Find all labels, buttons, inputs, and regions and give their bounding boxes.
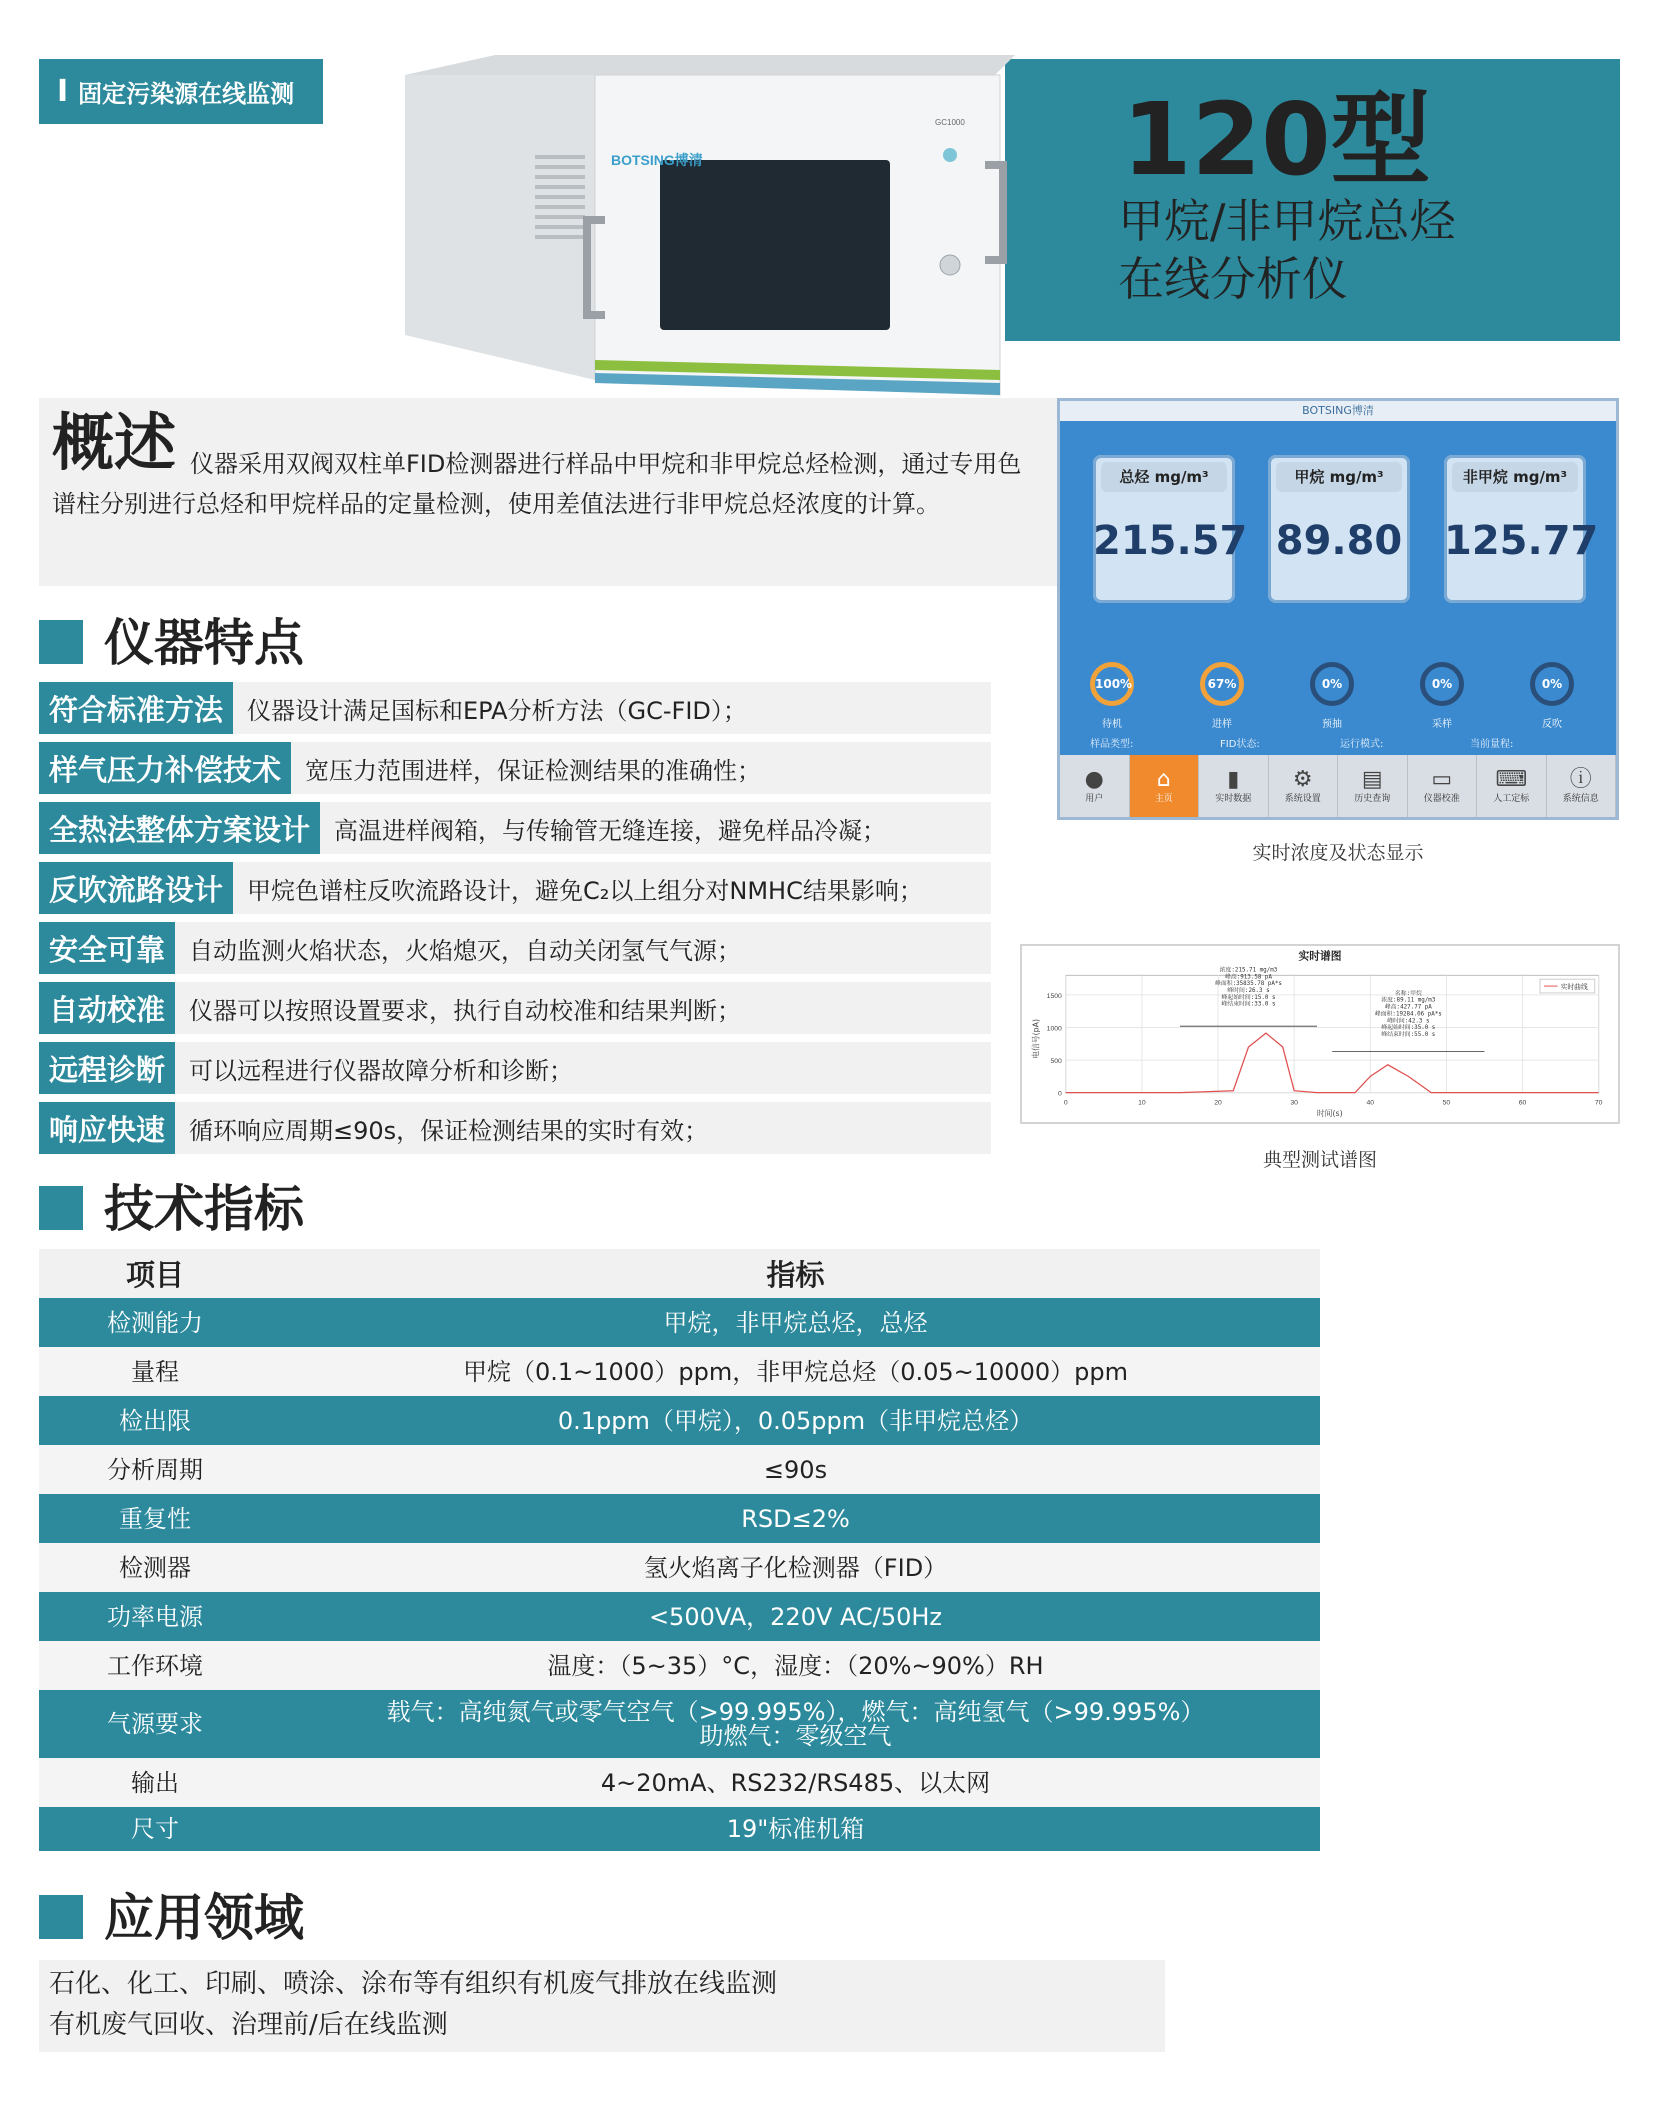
- x-tick-label: 40: [1366, 1099, 1375, 1107]
- spec-value: 甲烷，非甲烷总烃，总烃: [271, 1298, 1320, 1347]
- device-model-label: GC1000: [935, 118, 965, 127]
- nav-label: 历史查询: [1354, 793, 1391, 804]
- gauge-label: 预抽: [1322, 719, 1342, 730]
- progress-gauge: 67%: [1200, 662, 1244, 706]
- x-tick-label: 70: [1594, 1099, 1603, 1107]
- nav-item[interactable]: [1060, 755, 1130, 817]
- feature-row: [39, 1042, 991, 1094]
- peak1-info: 峰面积:35835.78 pA*s: [1214, 981, 1282, 988]
- spec-row: [39, 1494, 1320, 1543]
- gear-icon: ⚙: [1292, 766, 1313, 792]
- y-axis-label: 电信号(pA): [1031, 1018, 1041, 1059]
- spec-row: [39, 1641, 1320, 1690]
- spec-table: [39, 1249, 1320, 1851]
- progress-gauge: 0%: [1310, 662, 1354, 706]
- spec-value: RSD≤2%: [271, 1494, 1320, 1543]
- peak2-info: 名称:甲烷: [1394, 990, 1422, 997]
- spec-value: 0.1ppm（甲烷），0.05ppm（非甲烷总烃）: [271, 1396, 1320, 1445]
- spec-value: 氢火焰离子化检测器（FID）: [271, 1543, 1320, 1592]
- gauge-label: 采样: [1432, 719, 1452, 730]
- spec-value: <500VA，220V AC/50Hz: [271, 1592, 1320, 1641]
- monitor-icon: ▭: [1431, 766, 1453, 792]
- screen-info-row: [1060, 735, 1616, 753]
- x-tick-label: 30: [1290, 1099, 1298, 1107]
- chart-title: 实时谱图: [1298, 949, 1342, 963]
- peak2-info: 峰面积:19284.06 pA*s: [1374, 1011, 1442, 1018]
- nav-item[interactable]: [1130, 755, 1200, 817]
- info-icon: ⓘ: [1569, 766, 1592, 792]
- nav-label: 主页: [1154, 793, 1173, 804]
- feature-description: 宽压力范围进样，保证检测结果的准确性；: [305, 756, 762, 785]
- peak1-info: 浓度:215.71 mg/m3: [1219, 967, 1278, 974]
- concentration-label: 非甲烷 mg/m³: [1452, 462, 1578, 492]
- peak2-info: 峰起始时间:35.0 s: [1381, 1025, 1436, 1032]
- screen-caption: 实时浓度及状态显示: [1252, 842, 1424, 864]
- chromatogram-chart: [1020, 944, 1620, 1124]
- spec-row: [39, 1807, 1320, 1851]
- peak2-info: 峰结束时间:55.0 s: [1381, 1031, 1436, 1038]
- concentration-value: 89.80: [1275, 518, 1403, 564]
- gauge-label: 进样: [1212, 719, 1232, 730]
- x-axis-label: 时间(s): [1316, 1109, 1343, 1119]
- feature-row: [39, 922, 991, 974]
- feature-label: 全热法整体方案设计: [39, 802, 320, 854]
- home-icon: ⌂: [1156, 766, 1171, 792]
- feature-row: [39, 862, 991, 914]
- feature-label: 安全可靠: [39, 922, 175, 974]
- nav-item[interactable]: [1547, 755, 1617, 817]
- features-title: 仪器特点: [104, 614, 304, 672]
- nav-label: 系统设置: [1284, 793, 1321, 804]
- concentration-value: 125.77: [1444, 518, 1599, 564]
- spec-item: 量程: [39, 1347, 271, 1396]
- spec-item: 功率电源: [39, 1592, 271, 1641]
- spec-value: ≤90s: [271, 1445, 1320, 1494]
- product-name-line1: 甲烷/非甲烷总烃: [1118, 194, 1456, 248]
- y-tick-label: 1500: [1046, 992, 1062, 1000]
- section-marker: [39, 1186, 83, 1230]
- info-label: FID状态:: [1220, 739, 1260, 750]
- spec-row: [39, 1690, 1320, 1758]
- keyboard-icon: ⌨: [1495, 766, 1528, 792]
- x-tick-label: 10: [1138, 1099, 1146, 1107]
- x-tick-label: 0: [1063, 1099, 1068, 1107]
- y-tick-label: 500: [1050, 1058, 1062, 1066]
- spec-item: 检测能力: [39, 1298, 271, 1347]
- spec-item: 尺寸: [39, 1807, 271, 1851]
- nav-label: 仪器校准: [1423, 793, 1460, 804]
- feature-description: 循环响应周期≤90s，保证检测结果的实时有效；: [189, 1116, 709, 1145]
- peak2-info: 峰高:427.77 pA: [1384, 1004, 1432, 1011]
- section-marker: [39, 620, 83, 664]
- section-marker: [39, 1895, 83, 1939]
- progress-gauge: 0%: [1530, 662, 1574, 706]
- spec-value: 甲烷（0.1~1000）ppm，非甲烷总烃（0.05~10000）ppm: [271, 1347, 1320, 1396]
- spec-value: 4~20mA、RS232/RS485、以太网: [271, 1758, 1320, 1807]
- application-line: 有机废气回收、治理前/后在线监测: [49, 2010, 448, 2040]
- concentration-label: 甲烷 mg/m³: [1276, 462, 1402, 492]
- y-tick-label: 0: [1058, 1090, 1062, 1098]
- spec-row: [39, 1445, 1320, 1494]
- nav-label: 用户: [1085, 793, 1104, 804]
- spec-item: 检出限: [39, 1396, 271, 1445]
- user-icon: ●: [1084, 766, 1104, 792]
- product-name-line2: 在线分析仪: [1118, 252, 1348, 306]
- gauge-label: 反吹: [1542, 719, 1562, 730]
- feature-description: 高温进样阀箱，与传输管无缝连接，避免样品冷凝；: [334, 816, 887, 845]
- feature-description: 可以远程进行仪器故障分析和诊断；: [189, 1056, 574, 1085]
- category-tag: [39, 59, 323, 124]
- device-brand: BOTSING博清: [611, 152, 703, 168]
- feature-row: [39, 1102, 991, 1154]
- peak1-info: 峰时间:26.3 s: [1227, 987, 1270, 994]
- peak2-info: 峰时间:42.3 s: [1387, 1018, 1430, 1025]
- info-label: 运行模式:: [1340, 739, 1384, 750]
- feature-label: 响应快速: [39, 1102, 175, 1154]
- peak1-info: 峰结束时间:33.0 s: [1221, 1001, 1276, 1008]
- spec-item: 工作环境: [39, 1641, 271, 1690]
- spec-item: 重复性: [39, 1494, 271, 1543]
- overview-title: 概述: [52, 406, 177, 479]
- nav-label: 系统信息: [1562, 793, 1599, 804]
- progress-gauge: 100%: [1090, 662, 1134, 706]
- screen-nav-bar: [1060, 755, 1616, 817]
- feature-label: 样气压力补偿技术: [39, 742, 291, 794]
- feature-label: 符合标准方法: [39, 682, 233, 734]
- peak1-info: 峰高:913.58 pA: [1224, 974, 1272, 981]
- feature-label: 自动校准: [39, 982, 175, 1034]
- progress-gauge: 0%: [1420, 662, 1464, 706]
- chromatogram-caption: 典型测试谱图: [1262, 1149, 1377, 1171]
- nav-item[interactable]: [1199, 755, 1269, 817]
- peak2-info: 浓度:89.11 mg/m3: [1381, 997, 1436, 1004]
- x-tick-label: 60: [1518, 1099, 1527, 1107]
- feature-row: [39, 742, 991, 794]
- application-title: 应用领域: [104, 1889, 304, 1947]
- nav-item[interactable]: [1338, 755, 1408, 817]
- spec-header-value: 指标: [271, 1249, 1320, 1298]
- model-title: 120型: [1122, 81, 1431, 198]
- spec-item: 分析周期: [39, 1445, 271, 1494]
- feature-row: [39, 682, 991, 734]
- document-icon: ▤: [1361, 766, 1383, 792]
- feature-row: [39, 982, 991, 1034]
- peak1-info: 峰起始时间:15.0 s: [1221, 994, 1276, 1001]
- x-tick-label: 50: [1442, 1099, 1451, 1107]
- feature-label: 远程诊断: [39, 1042, 175, 1094]
- feature-description: 仪器设计满足国标和EPA分析方法（GC-FID）；: [247, 696, 747, 725]
- application-text: [49, 1964, 777, 2046]
- spec-row: [39, 1396, 1320, 1445]
- application-line: 石化、化工、印刷、喷涂、涂布等有组织有机废气排放在线监测: [49, 1969, 778, 1999]
- y-tick-label: 1000: [1046, 1025, 1062, 1033]
- nav-label: 实时数据: [1215, 793, 1252, 804]
- spec-item: 检测器: [39, 1543, 271, 1592]
- spec-row: [39, 1758, 1320, 1807]
- tag-icon: I: [57, 74, 69, 109]
- tag-label: 固定污染源在线监测: [78, 80, 295, 108]
- spec-row: [39, 1298, 1320, 1347]
- spec-value: 温度：（5~35）°C，湿度：（20%~90%）RH: [271, 1641, 1320, 1690]
- spec-header-item: 项目: [39, 1249, 271, 1298]
- screen-brand: BOTSING博清: [1060, 401, 1616, 421]
- spec-row: [39, 1592, 1320, 1641]
- feature-description: 仪器可以按照设置要求，执行自动校准和结果判断；: [189, 996, 742, 1025]
- nav-item[interactable]: [1477, 755, 1547, 817]
- feature-row: [39, 802, 991, 854]
- spec-item: 输出: [39, 1758, 271, 1807]
- x-tick-label: 20: [1214, 1099, 1222, 1107]
- analyzer-device-image: [395, 55, 1025, 400]
- legend-label: 实时曲线: [1560, 983, 1588, 992]
- gauge-label: 待机: [1102, 719, 1122, 730]
- nav-label: 人工定标: [1493, 793, 1530, 804]
- nav-item[interactable]: [1408, 755, 1478, 817]
- spec-row: [39, 1347, 1320, 1396]
- overview-text: 仪器采用双阀双柱单FID检测器进行样品中甲烷和非甲烷总烃检测，通过专用色谱柱分别进行总烃和甲烷样品的定量检测，使用差值法进行非甲烷总烃浓度的计算。: [52, 450, 1022, 518]
- tech-title: 技术指标: [104, 1180, 304, 1238]
- concentration-value: 215.57: [1093, 518, 1248, 564]
- spec-item: 气源要求: [39, 1690, 271, 1758]
- feature-description: 自动监测火焰状态，火焰熄灭，自动关闭氢气气源；: [189, 936, 742, 965]
- spec-row: [39, 1543, 1320, 1592]
- bar-chart-icon: ▮: [1227, 766, 1240, 792]
- info-label: 当前量程:: [1470, 739, 1514, 750]
- plot-area: [1066, 975, 1599, 1092]
- nav-item[interactable]: [1269, 755, 1339, 817]
- info-label: 样品类型:: [1090, 739, 1134, 750]
- spec-value: 19"标准机箱: [271, 1807, 1320, 1851]
- feature-description: 甲烷色谱柱反吹流路设计，避免C₂以上组分对NMHC结果影响；: [247, 876, 923, 905]
- feature-label: 反吹流路设计: [39, 862, 233, 914]
- concentration-label: 总烃 mg/m³: [1101, 462, 1227, 492]
- spec-value: 载气：高纯氮气或零气空气（>99.995%），燃气：高纯氢气（>99.995%） 助燃气：零级空气: [271, 1690, 1320, 1758]
